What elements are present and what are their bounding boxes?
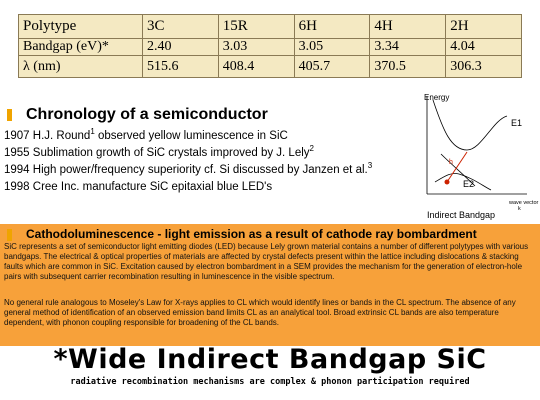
row-label: Bandgap (eV)*: [19, 39, 143, 56]
list-item: 1998 Cree Inc. manufacture SiC epitaxial blue LED's: [4, 181, 273, 193]
conduction-band: [433, 100, 507, 150]
diagram-caption: Indirect Bandgap: [427, 210, 496, 220]
table-cell: 3.34: [370, 39, 446, 56]
row-label: λ (nm): [19, 56, 143, 78]
cl-paragraph-1: SiC represents a set of semiconductor light emitting diodes (LED) because Lely grown material contains a number of different polytypes with various bandgaps. The electrical & optical properties of materials are affected by crystal defects present within the lattice including dislocations & stacking faults which are common in SiC. Excitation caused by electron bombardment in a SEM provides the mechanism for the generation of electron-hole pairs with subsequent carrier recombination resulting in luminescence in the visible spectrum.: [4, 242, 529, 281]
wave-vector-label: wave vector: [509, 200, 539, 206]
table-cell: 515.6: [143, 56, 219, 78]
header-cell: 3C: [143, 15, 219, 39]
bullet-icon: [7, 109, 12, 121]
transition-arrow: [447, 152, 467, 182]
table-row-lambda: [19, 56, 522, 78]
chronology-title: Chronology of a semiconductor: [26, 106, 268, 123]
headline: *Wide Indirect Bandgap SiC: [53, 344, 487, 375]
header-cell: 4H: [370, 15, 446, 39]
table-cell: 2.40: [143, 39, 219, 56]
hole-dot: [445, 180, 450, 185]
header-cell: Polytype: [19, 15, 143, 39]
table-cell: 405.7: [294, 56, 370, 78]
polytype-table: [18, 14, 522, 78]
table-cell: 3.03: [218, 39, 294, 56]
list-item: 1955 Sublimation growth of SiC crystals improved by J. Lely$^2$: [4, 144, 314, 159]
cl-paragraph-2: No general rule analogous to Moseley's Law for X-rays applies to CL which would identify lines or bands in the CL spectrum. The absence of any general method of identification of an observed emission band limits CL as an analytical tool. Broad extrinsic CL bands are also temperature dependent, with phonon coupling responsible for broadening of the CL bands.: [4, 298, 516, 327]
h-label: h: [449, 159, 453, 166]
table-cell: 306.3: [446, 56, 522, 78]
header-cell: 6H: [294, 15, 370, 39]
k-label: k: [518, 206, 521, 212]
header-cell: 2H: [446, 15, 522, 39]
e2-label: E2: [463, 179, 475, 189]
table-row-bandgap: [19, 39, 522, 56]
chronology-list: [4, 128, 372, 196]
bullet-icon: [7, 229, 12, 241]
energy-label: Energy: [424, 93, 450, 102]
table-header-row: [19, 15, 522, 39]
table-cell: 408.4: [218, 56, 294, 78]
band-diagram: [415, 90, 540, 222]
e1-label: E1: [511, 118, 523, 128]
subline: radiative recombination mechanisms are complex & phonon participation required: [70, 377, 470, 387]
header-cell: 15R: [218, 15, 294, 39]
table-cell: 4.04: [446, 39, 522, 56]
cl-title: Cathodoluminescence - light emission as a result of cathode ray bombardment: [26, 227, 477, 241]
table-cell: 370.5: [370, 56, 446, 78]
list-item: 1907 H.J. Round$^1$ observed yellow luminescence in SiC: [4, 127, 288, 142]
list-item: 1994 High power/frequency superiority cf. Si discussed by Janzen et al.$^3$: [4, 161, 373, 176]
table-cell: 3.05: [294, 39, 370, 56]
